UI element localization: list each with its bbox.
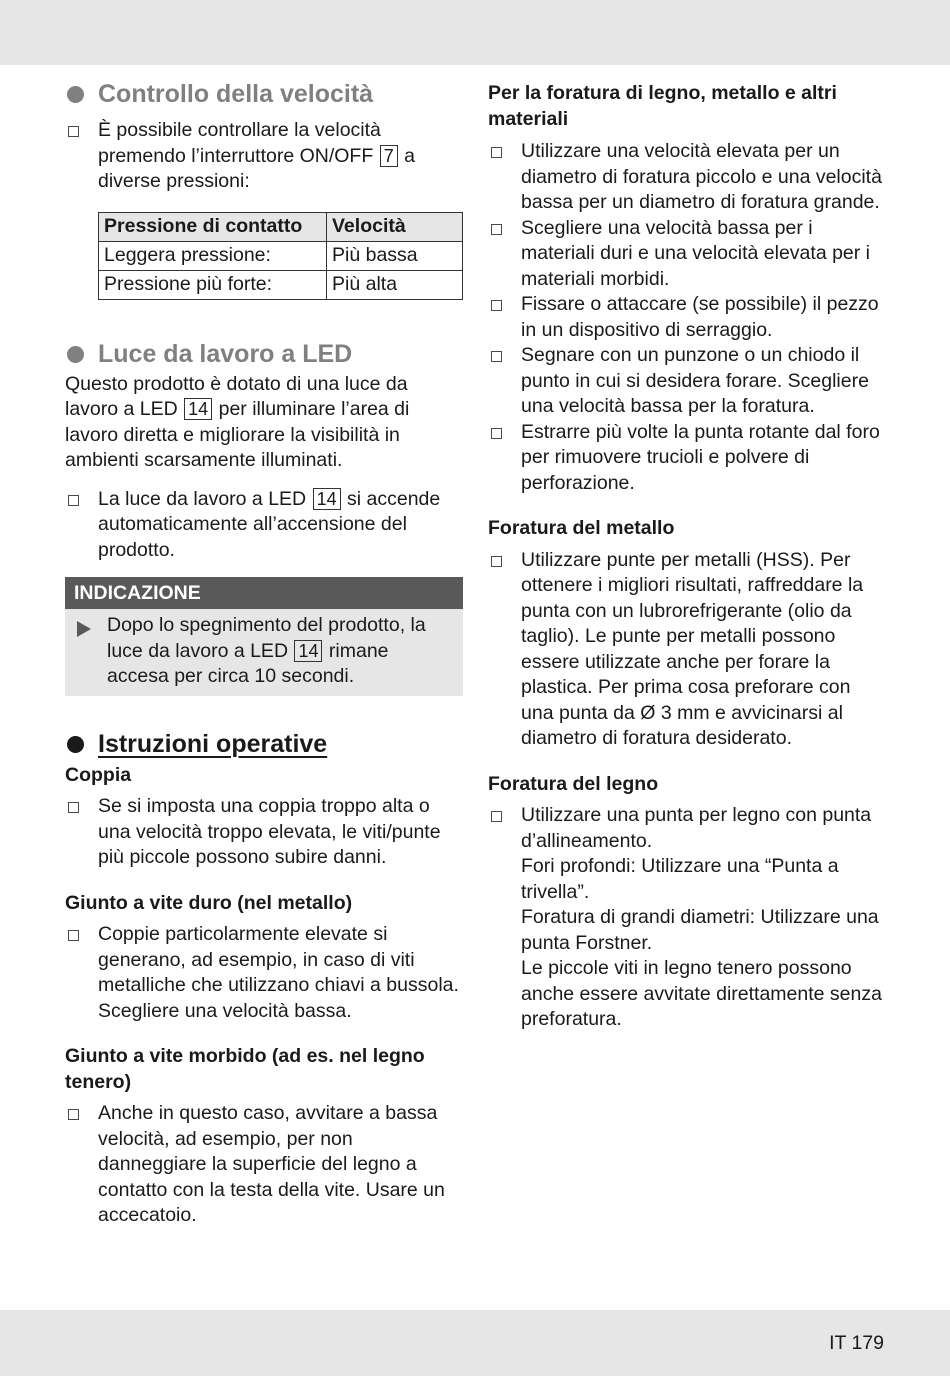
wood-drilling-subheading: Foratura del legno (488, 772, 659, 795)
operating-instructions-heading: Istruzioni operative (65, 728, 463, 760)
list-item: Segnare con un punzone o un chiodo il punto in cui si desidera forare. Scegliere una velocità bassa per la foratura. (488, 343, 888, 420)
table-row (99, 241, 463, 270)
table-cell: Più bassa (327, 241, 463, 270)
list-item: Estrarre più volte la punta rotante dal foro per rimuovere trucioli e polvere di perforazione. (488, 420, 888, 497)
torque-subheading: Coppia (65, 763, 132, 786)
soft-joint-bullet: Anche in questo caso, avvitare a bassa velocità, ad esempio, per non danneggiare la superficie del legno a contatto con la testa della vite. Usare un accecatoio. (65, 1101, 463, 1229)
note-box (65, 577, 463, 696)
checkbox-square-icon (491, 147, 502, 158)
checkbox-square-icon (68, 802, 79, 813)
checkbox-square-icon (491, 224, 502, 235)
left-column (65, 78, 463, 1229)
soft-joint-subheading: Giunto a vite morbido (ad es. nel legno tenero) (65, 1045, 425, 1093)
reference-number: 7 (380, 145, 398, 167)
note-body: Dopo lo spegnimento del prodotto, la luce da lavoro a LED 14 rimane accesa per circa 10 secondi. (65, 609, 463, 696)
reference-number: 14 (294, 640, 322, 662)
checkbox-square-icon (68, 126, 79, 137)
table-row (99, 270, 463, 299)
note-title: INDICAZIONE (65, 577, 463, 609)
checkbox-square-icon (68, 495, 79, 506)
checkbox-square-icon (68, 1109, 79, 1120)
table-cell: Più alta (327, 270, 463, 299)
table-cell: Leggera pressione: (99, 241, 327, 270)
speed-control-bullet: È possibile controllare la velocità premendo l’interruttore ON/OFF 7 a diverse pressioni: (65, 118, 463, 195)
speed-control-heading: Controllo della velocità (65, 78, 463, 110)
bullet-dot-icon (67, 346, 84, 363)
list-item: Fissare o attaccare (se possibile) il pezzo in un dispositivo di serraggio. (488, 292, 888, 343)
reference-number: 14 (313, 488, 341, 510)
arrow-right-icon (77, 621, 91, 637)
bullet-dot-icon (67, 86, 84, 103)
reference-number: 14 (184, 398, 212, 420)
led-light-heading: Luce da lavoro a LED (65, 338, 463, 370)
list-item: Utilizzare una velocità elevata per un diametro di foratura piccolo e una velocità bassa per un diametro di foratura grande. (488, 139, 888, 216)
hard-joint-subheading: Giunto a vite duro (nel metallo) (65, 891, 353, 914)
header-band (0, 0, 950, 65)
led-bullet: La luce da lavoro a LED 14 si accende automaticamente all’accensione del prodotto. (65, 487, 463, 564)
list-item: Scegliere una velocità bassa per i materiali duri e una velocità elevata per i materiali morbidi. (488, 216, 888, 293)
speed-table (98, 212, 463, 300)
metal-drilling-bullet: Utilizzare punte per metalli (HSS). Per ottenere i migliori risultati, raffreddare la punta con un lubrorefrigerante (olio da taglio). Le punte per metalli possono essere utilizzate anche per forare la plastica. Per prima cosa preforare con una punta da Ø 3 mm e avvicinarsi al diametro di foratura desiderato. (488, 548, 888, 752)
table-header-cell: Velocità (327, 212, 463, 241)
bullet-dot-icon (67, 736, 84, 753)
checkbox-square-icon (491, 428, 502, 439)
torque-bullet: Se si imposta una coppia troppo alta o una velocità troppo elevata, le viti/punte più piccole possono subire danni. (65, 794, 463, 871)
table-header-cell: Pressione di contatto (99, 212, 327, 241)
page-number: IT 179 (829, 1332, 884, 1354)
checkbox-square-icon (491, 811, 502, 822)
table-header-row (99, 212, 463, 241)
checkbox-square-icon (491, 300, 502, 311)
drilling-subheading: Per la foratura di legno, metallo e altri materiali (488, 82, 837, 130)
led-paragraph: Questo prodotto è dotato di una luce da lavoro a LED 14 per illuminare l’area di lavoro diretta e migliorare la visibilità in ambienti scarsamente illuminati. (65, 372, 410, 471)
checkbox-square-icon (491, 556, 502, 567)
table-cell: Pressione più forte: (99, 270, 327, 299)
checkbox-square-icon (68, 930, 79, 941)
wood-drilling-bullet: Utilizzare una punta per legno con punta d’allineamento. Fori profondi: Utilizzare una “Punta a trivella”. Foratura di grandi diametri: Utilizzare una punta Forstner. Le piccole viti in legno tenero possono anche essere avvitate direttamente senza preforatura. (488, 803, 888, 1033)
metal-drilling-subheading: Foratura del metallo (488, 517, 675, 539)
right-column (488, 81, 888, 1033)
checkbox-square-icon (491, 351, 502, 362)
footer-band (0, 1310, 950, 1376)
hard-joint-bullet: Coppie particolarmente elevate si generano, ad esempio, in caso di viti metalliche che utilizzano chiavi a bussola. Scegliere una velocità bassa. (65, 922, 463, 1024)
